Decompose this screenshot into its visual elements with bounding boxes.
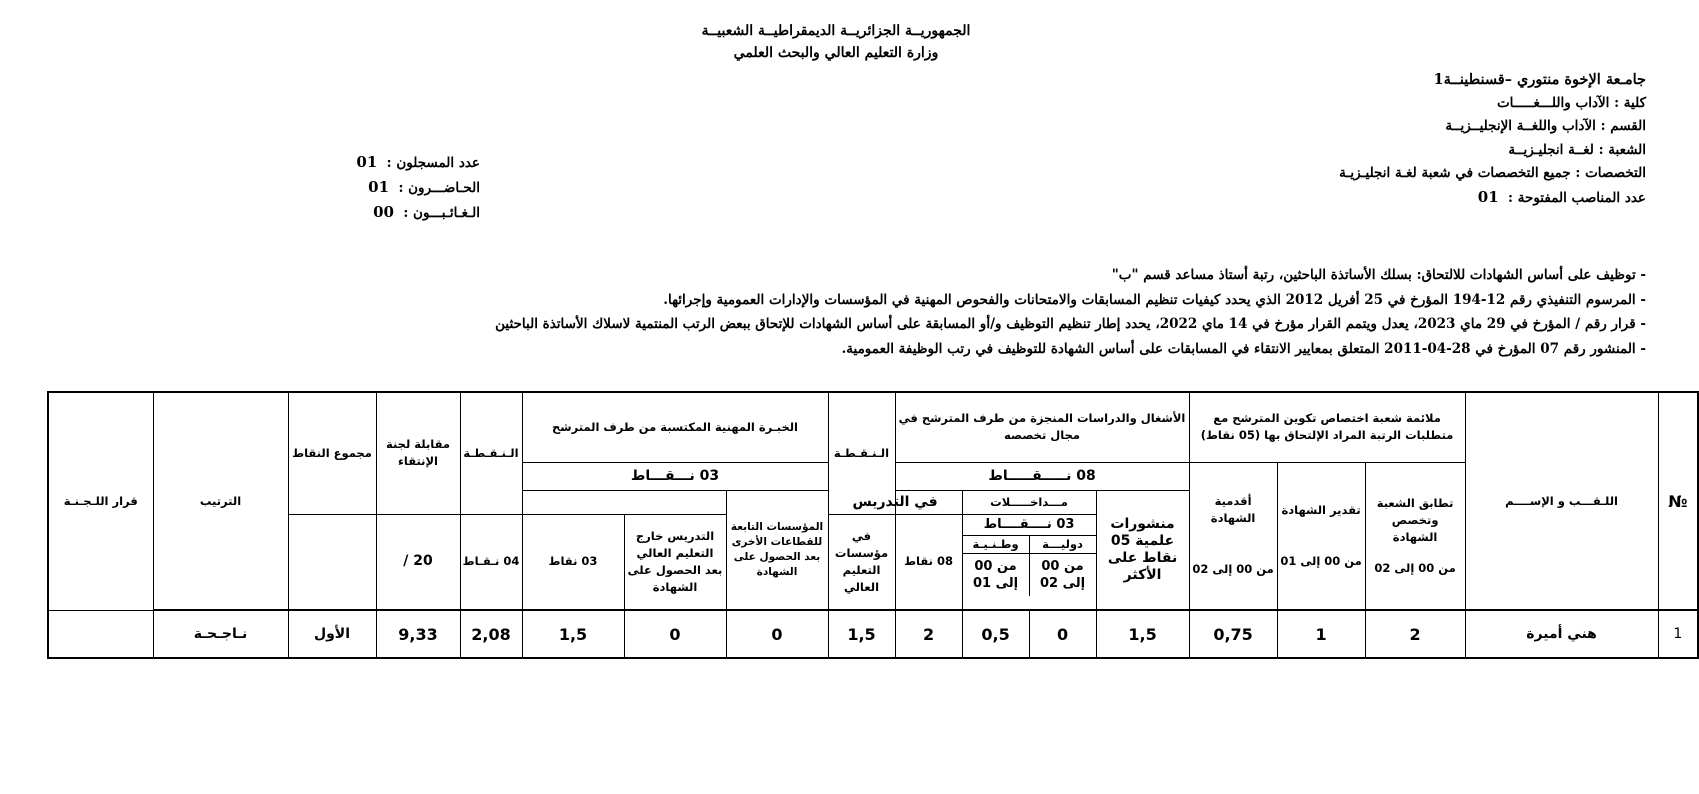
header-conf-intl [1029,536,1096,596]
header-score2-max: 03 نقاط [522,514,624,610]
cell-decision: نـاجـحـة [153,610,288,658]
header-fit-seniority-label: أقدمية الشهادة [1210,494,1256,526]
header-conf-natl [963,536,1029,596]
cell-score2: 1,5 [522,610,624,658]
cell-interview: 2,08 [460,610,522,658]
specialties-line: التخصصات : جميع التخصصات في شعبة لغـة انجليـزيـة [1339,165,1646,181]
header-rank: الترتيب [153,392,288,610]
cell-exp-outside: 0 [726,610,828,658]
table-header-row [48,392,1698,462]
header-works: الأشغال والدراسات المنجزة من طرف المترشح في مجال تخصصه [895,392,1189,462]
cell-publications: 1,5 [1096,610,1189,658]
absent-value: 00 [373,203,394,221]
cell-exp-higher: 1,5 [828,610,895,658]
absent-label: الـغـائـبـــون : [403,205,480,221]
cell-fit-grade: 1 [1277,610,1365,658]
header-conf-intl-label: دوليـــة [1030,536,1096,554]
header-interview: مقابلة لجنة الإنتقاء [376,392,460,514]
republic-title: الجمهوريــة الجزائريــة الديمقراطيــة الشعبيــة [701,23,971,39]
open-posts-value: 01 [1477,187,1499,206]
header-conf-natl-label: وطـنـيـة [963,536,1029,554]
branch-line: الشعبة : لغــة انجليـزيــة [1508,141,1646,158]
ministry-title: وزارة التعليم العالي والبحث العلمي [733,45,939,61]
header-score1-max: 08 نقاط [895,514,962,610]
cell-name: هني أميرة [1465,610,1658,658]
header-fit: ملائمة شعبة اختصاص تكوين المترشح مع متطلبات الرتبة المراد الإلتحاق بها (05 نقاط) [1189,392,1465,462]
header-works-conferences-label: مـــداخـــــلات [990,494,1068,509]
cell-score1: 2 [895,610,962,658]
header-experience-outside: التدريس خارج التعليم العالي بعد الحصول على الشهادة [624,514,726,610]
registered-value: 01 [356,153,378,171]
header-fit-branch-label: تطابق الشعبة وتخصص الشهادة [1376,495,1454,544]
header-fit-grade [1277,462,1365,610]
header-fit-branch [1365,462,1465,610]
header-total: مجموع النقاط [288,392,376,514]
note-line: - المنشور رقم 07 المؤرخ في 28-04-2011 المتعلق بمعايير الانتقاء في المسابقات على أساس الشهادة للتوظيف في رتب الوظيفة العمومية. [841,340,1646,357]
note-line: - المرسوم التنفيذي رقم 12-194 المؤرخ في 25 أفريل 2012 الذي يحدد كيفيات تنظيم المسابقات والامتحانات والفحوص المهنية في المؤسسات والإدارات العمومية وإجرائها. [663,291,1646,308]
header-experience-higher: في مؤسسات التعليم العالي [828,514,895,610]
header-conferences-detail [962,514,1096,610]
header-conf-natl-range: من 00 إلى 01 [972,558,1019,591]
attendance-info [240,150,480,225]
department-line: القسم : الآداب واللغــة الإنجليــزيــة [1445,118,1646,134]
note-line: - قرار رقم / المؤرخ في 29 ماي 2023، يعدل ويتمم القرار مؤرخ في 14 ماي 2022، يحدد إطار تنظيم التوظيف و/أو المسابقة على أساس الشهادات للإتحاق ببعض الرتب المنتمية لاسلاك الأساتذة الباحثين [495,316,1646,332]
cell-conf-natl: 0,5 [962,610,1029,658]
header-experience: الخبـرة المهنية المكتسبة من طرف المترشح [522,392,828,462]
header-experience-teaching: في التدريس [828,490,962,514]
header-score1: الـنـقـطـة [828,392,895,514]
registered-label: عدد المسجلون : [386,155,480,171]
cell-conf-intl: 0 [1029,610,1096,658]
header-experience-points: 03 نـــقـــاط [522,462,828,490]
header-decision: قرار اللـجـنـة [48,392,153,610]
present-value: 01 [368,178,390,196]
header-works-publications: منشورات علمية 05 نقاط على الأكثر [1096,490,1189,610]
registered-line [240,150,480,175]
absent-line [240,200,480,225]
header-fit-seniority [1189,462,1277,610]
header-fit-seniority-range: من 00 إلى 02 [1192,562,1274,577]
header-fit-grade-range: من 00 إلى 01 [1280,553,1362,568]
legal-notes [246,263,1646,361]
header-total-max: 20 / [376,514,460,610]
header-works-points: 08 نـــــقـــــاط [895,462,1189,490]
table-row [48,610,1698,658]
university-name: جامـعة الإخوة منتوري –قسنطينــة1 [1433,71,1646,88]
header-conferences-split [963,536,1096,596]
present-label: الحـاضـــرون : [398,180,480,196]
header-interview-max: 04 نـقـاط [460,514,522,610]
header-conf-intl-range: من 00 إلى 02 [1039,558,1086,591]
cell-total: 9,33 [376,610,460,658]
present-line [240,175,480,200]
header-fit-branch-range: من 00 إلى 02 [1374,560,1456,575]
cell-fit-seniority: 0,75 [1189,610,1277,658]
cell-exp-other: 0 [624,610,726,658]
header-conferences-points: 03 نــــقــــاط [963,515,1096,536]
header-fit-grade-label: تقدير الشهادة [1281,502,1361,517]
open-posts-label: عدد المناصب المفتوحة : [1508,189,1646,206]
document-header [0,20,1672,64]
header-score2: الـنـقـطـة [460,392,522,514]
results-table [47,391,1699,659]
open-posts-line [1026,186,1646,211]
header-experience-other: المؤسسات التابعة للقطاعات الأخرى بعد الحصول على الشهادة [726,490,828,610]
cell-rank: الأول [288,610,376,658]
institution-info [1026,68,1646,210]
cell-num: 1 [1658,610,1698,658]
header-works-conferences [962,490,1096,514]
note-line: - توظيف على أساس الشهادات للالتحاق: بسلك الأساتذة الباحثين، رتبة أستاذ مساعد قسم "ب" [1111,267,1646,283]
faculty-line: كلية : الآداب واللـــغـــــات [1496,94,1646,111]
header-name: اللـقـــب و الإســــم [1465,392,1658,610]
cell-fit-branch: 2 [1365,610,1465,658]
header-number-icon: № [1658,392,1698,610]
